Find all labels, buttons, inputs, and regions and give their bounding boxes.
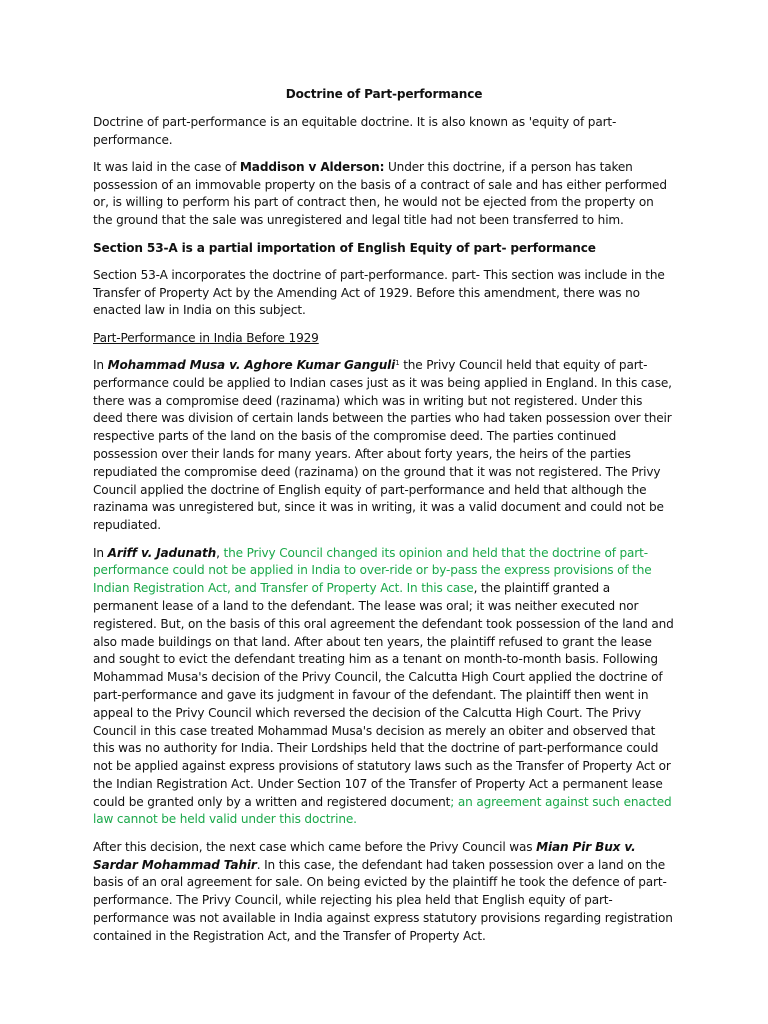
section-heading-53a: Section 53-A is a partial importation of English Equity of part- performance [93,240,596,255]
case-name-musa: Mohammad Musa v. Aghore Kumar Ganguli [107,358,396,373]
paragraph-mian-pir-bux [93,839,675,946]
case-name-maddison: Maddison v Alderson: [239,159,385,174]
highlighted-text: ; an agreement against such enacted law cannot be held valid under this doctrine. [93,794,672,827]
section-heading-before-1929: Part-Performance in India Before 1929 [93,330,319,345]
text-span: the Privy Council held that equity of part-performance could be applied to Indian cases just as it was being applied in England. In this case, there was a compromise deed (razinama) which was in writing but not registered. Under this deed there was division of certain lands between the parties who had taken possession over their respective parts of the land on the basis of the compromise deed. The parties continued possession over their lands for many years. After about forty years, the heirs of the parties repudiated the compromise deed (razinama) on the ground that it was not registered. The Privy Council applied the doctrine of English equity of part-performance and held that although the razinama was unregistered but, since it was in writing, it was a valid document and could not be repudiated. [93,358,672,533]
highlighted-text: the Privy Council changed its opinion and held that the doctrine of part-performance could not be applied in India to over-ride or by-pass the express provisions of the Indian Registration Act, and Transfer of Property Act. In this case [93,545,652,596]
paragraph-ariff [93,545,675,830]
paragraph-musa [93,357,675,535]
text-span: In [93,545,108,560]
text-span: After this decision, the next case which came before the Privy Council was [93,839,537,854]
text-span: . In this case, the defendant had taken possession over a land on the basis of an oral agreement for sale. On being evicted by the plaintiff he took the defence of part-performance. The Privy Council, while rejecting his plea held that English equity of part-performance was not available in India against express statutory provisions regarding registration contained in the Registration Act, and the Transfer of Property Act. [93,857,673,943]
document-page [93,86,675,955]
text-span: , the plaintiff granted a permanent lease of a land to the defendant. The lease was oral; it was neither executed nor registered. But, on the basis of this oral agreement the defendant took possession of the land and also made buildings on that land. After about ten years, the plaintiff refused to grant the lease and sought to evict the defendant treating him as a tenant on month-to-month basis. Following Mohammad Musa's decision of the Privy Council, the Calcutta High Court applied the doctrine of part-performance and gave its judgment in favour of the defendant. The plaintiff then went in appeal to the Privy Council which reversed the decision of the Calcutta High Court. The Privy Council in this case treated Mohammad Musa's decision as merely an obiter and observed that this was no authority for India. Their Lordships held that the doctrine of part-performance could not be applied against express provisions of statutory laws such as the Transfer of Property Act or the Indian Registration Act. Under Section 107 of the Transfer of Property Act a permanent lease could be granted only by a written and registered document [93,581,674,809]
text-span: , [216,545,224,560]
text-span: Under this doctrine, if a person has taken possession of an immovable property on the basis of a contract of sale and has either performed or, is willing to perform his part of contract then, he would not be ejected from the property on the ground that the sale was unregistered and legal title had not been transferred to him. [93,159,667,228]
text-span: It was laid in the case of [93,159,240,174]
paragraph-section-53a: Section 53-A incorporates the doctrine of part-performance. part- This section was include in the Transfer of Property Act by the Amending Act of 1929. Before this amendment, there was no enacted law in India on this subject. [93,267,665,318]
paragraph-maddison [93,159,675,230]
document-title: Doctrine of Part-performance [285,87,483,101]
case-name-mian-pir-bux: Mian Pir Bux v. Sardar Mohammad Tahir [93,839,636,872]
footnote-marker[interactable]: 1 [395,359,400,368]
paragraph-intro: Doctrine of part-performance is an equitable doctrine. It is also known as 'equity of part-performance. [93,114,617,147]
text-span: In [93,358,108,373]
case-name-ariff: Ariff v. Jadunath [107,545,217,560]
